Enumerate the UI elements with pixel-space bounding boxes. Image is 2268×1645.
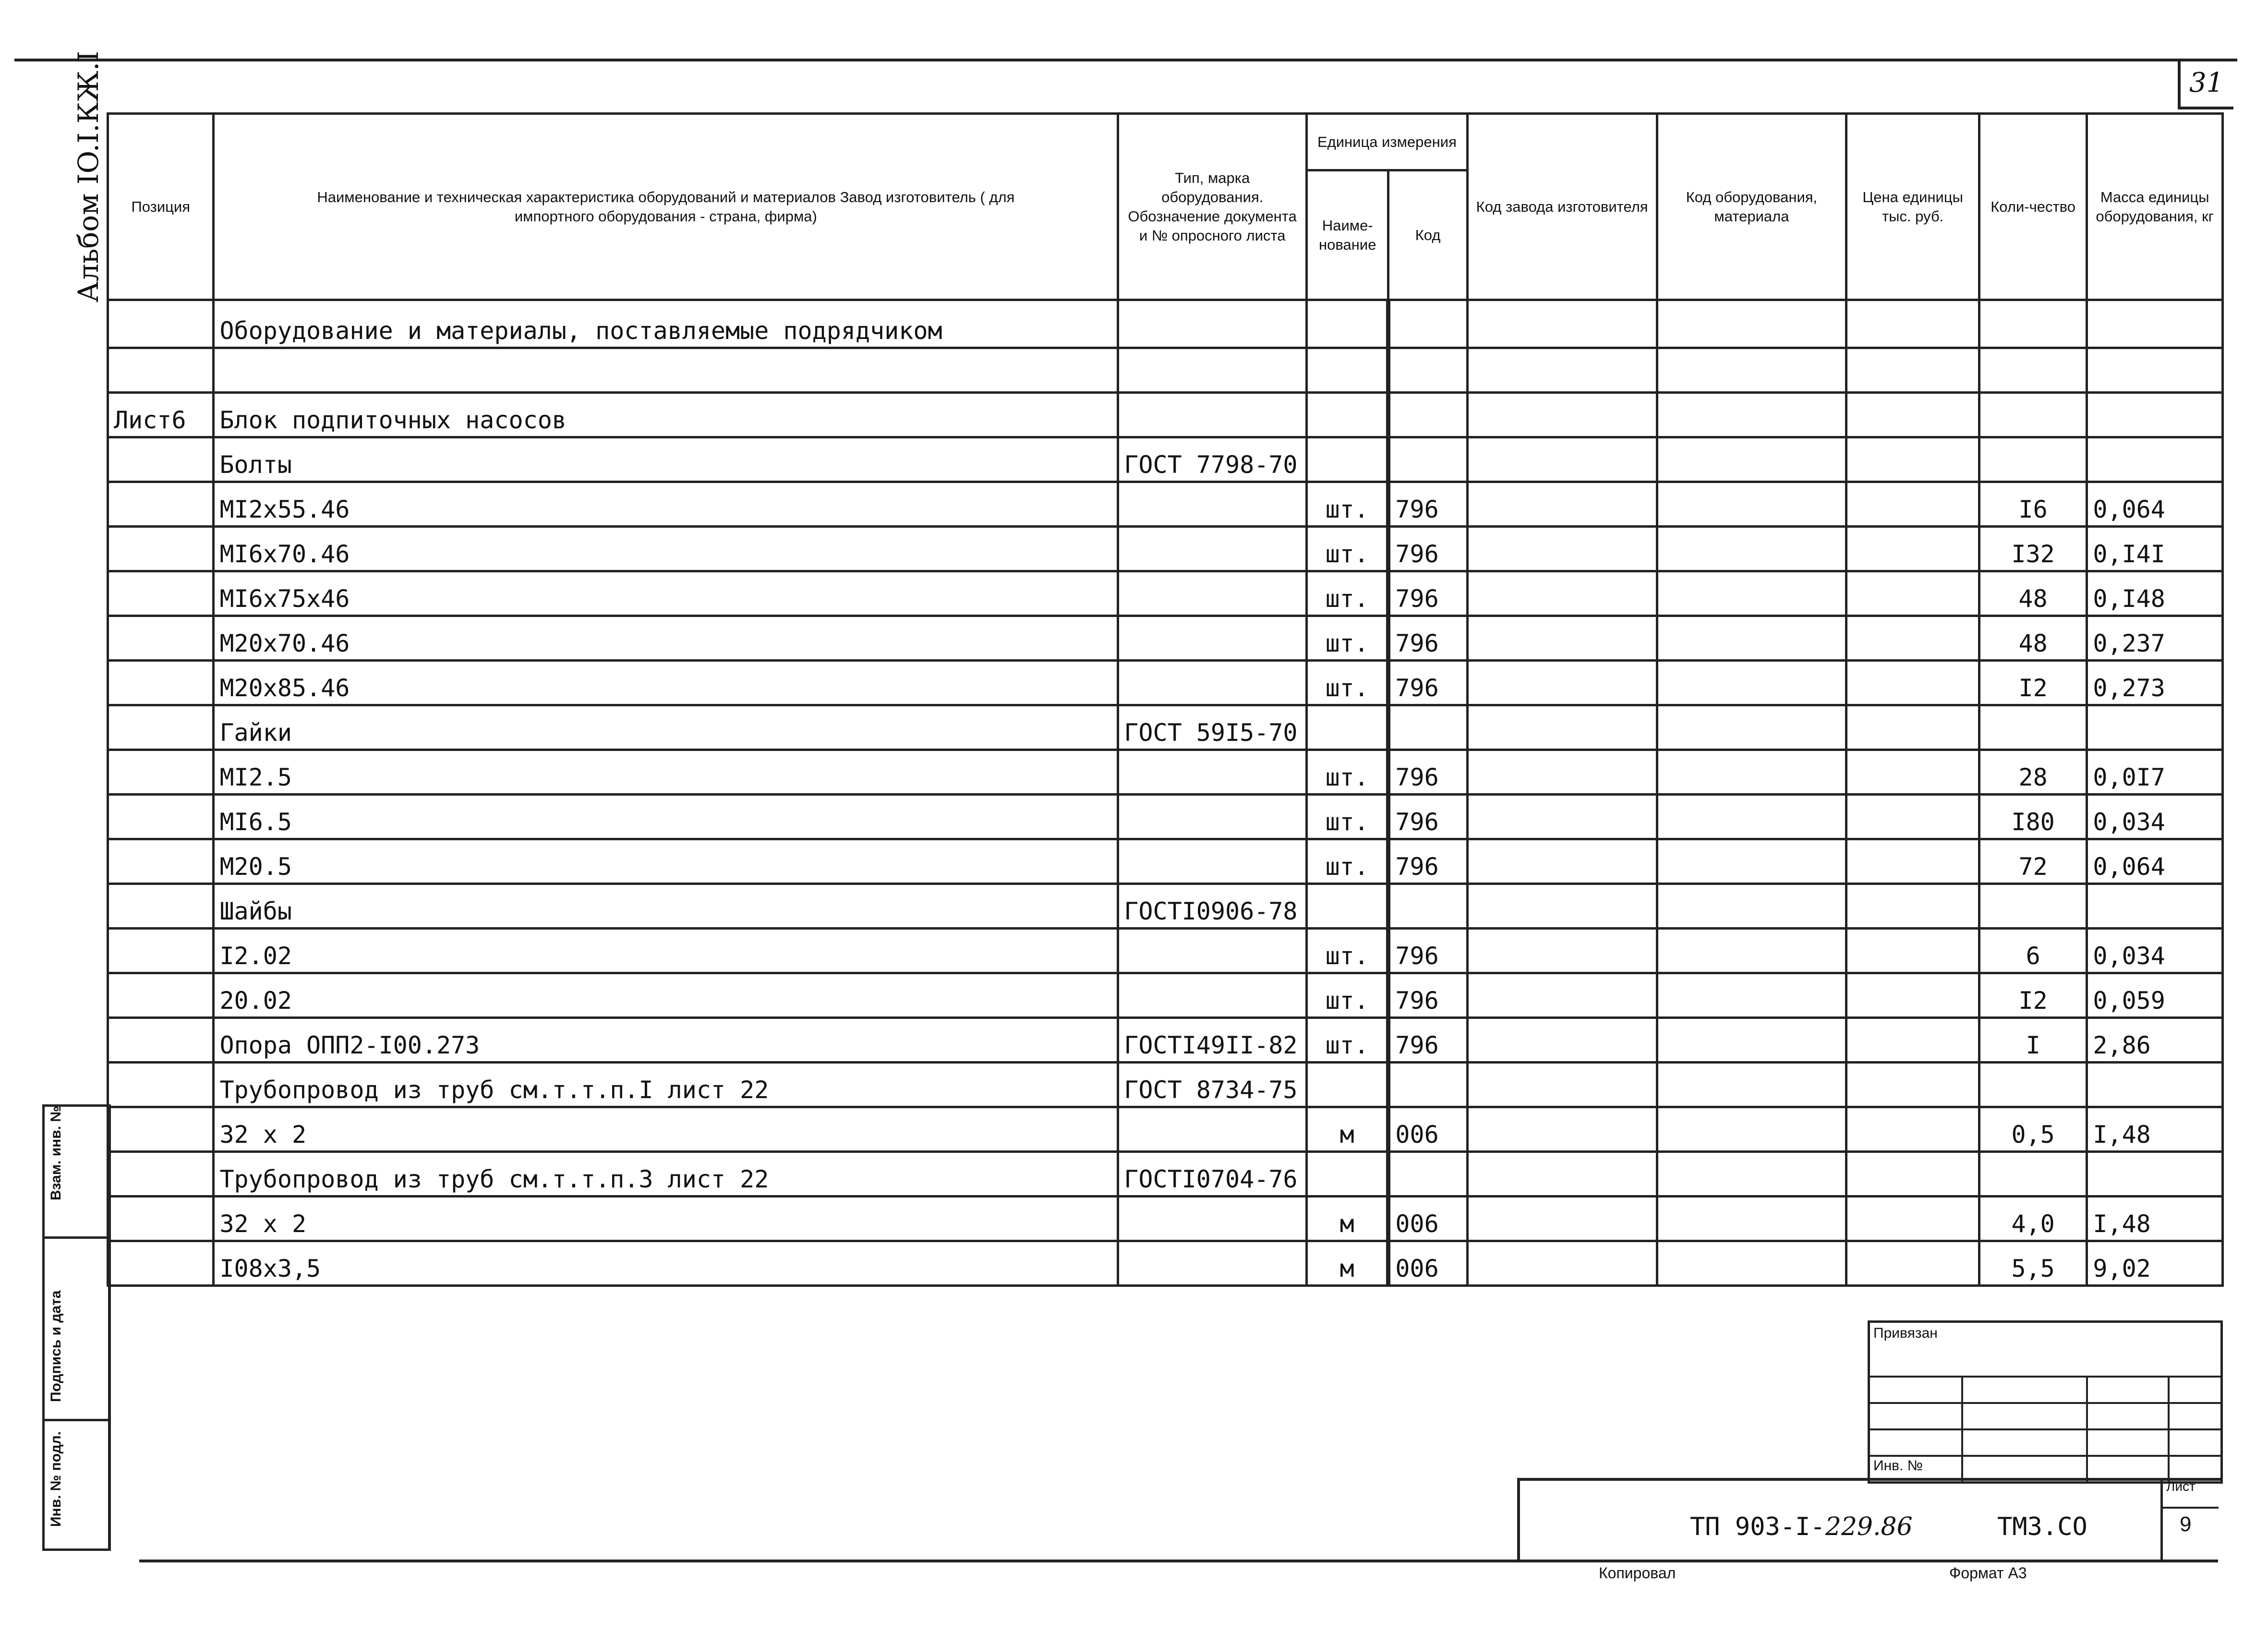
cell-type (1118, 571, 1307, 616)
table-row (108, 839, 2223, 884)
cell-factory-code (1467, 437, 1657, 482)
cell-position (108, 973, 214, 1018)
cell-type (1118, 1241, 1307, 1286)
cell-quantity: I32 (1979, 527, 2087, 571)
cell-unit-code (1388, 348, 1467, 393)
cell-position (108, 571, 214, 616)
sheet-code: ТМ3.СО (1997, 1512, 2087, 1541)
header-equipment-code: Код оборудования, материала (1657, 114, 1846, 300)
header-unit-name: Наиме-нование (1307, 170, 1388, 300)
cell-type (1118, 348, 1307, 393)
cell-price (1846, 482, 1979, 527)
table-row (108, 571, 2223, 616)
cell-position (108, 616, 214, 661)
cell-name: Оборудование и материалы, поставляемые подрядчиком (214, 300, 1118, 348)
cell-position (108, 527, 214, 571)
cell-name: M20.5 (214, 839, 1118, 884)
cell-factory-code (1467, 1197, 1657, 1241)
cell-type (1118, 393, 1307, 437)
cell-type (1118, 750, 1307, 795)
cell-unit-code (1388, 705, 1467, 750)
cell-price (1846, 437, 1979, 482)
cell-equipment-code (1657, 1063, 1846, 1107)
cell-position (108, 1107, 214, 1152)
cell-name: Блок подпиточных насосов (214, 393, 1118, 437)
cell-name (214, 348, 1118, 393)
cell-type (1118, 839, 1307, 884)
cell-position (108, 1197, 214, 1241)
header-position: Позиция (108, 114, 214, 300)
cell-quantity: I2 (1979, 973, 2087, 1018)
sheet-number: 9 (2180, 1512, 2192, 1536)
cell-mass: 0,064 (2087, 839, 2223, 884)
cell-unit: шт. (1307, 571, 1388, 616)
cell-equipment-code (1657, 1197, 1846, 1241)
cell-quantity: 48 (1979, 571, 2087, 616)
cell-mass: 0,059 (2087, 973, 2223, 1018)
cell-price (1846, 973, 1979, 1018)
cell-quantity: 6 (1979, 929, 2087, 973)
cell-position (108, 839, 214, 884)
table-row (108, 795, 2223, 839)
cell-mass: 0,0I7 (2087, 750, 2223, 795)
cell-price (1846, 839, 1979, 884)
cell-factory-code (1467, 884, 1657, 929)
table-row (108, 616, 2223, 661)
cell-unit-code (1388, 300, 1467, 348)
cell-unit: шт. (1307, 839, 1388, 884)
cell-name: Опора ОПП2-I00.273 (214, 1018, 1118, 1063)
cell-factory-code (1467, 1063, 1657, 1107)
header-quantity: Коли-чество (1979, 114, 2087, 300)
cell-quantity (1979, 393, 2087, 437)
cell-quantity: 0,5 (1979, 1107, 2087, 1152)
cell-price (1846, 750, 1979, 795)
header-unit-code: Код (1388, 170, 1467, 300)
cell-unit-code: 796 (1388, 527, 1467, 571)
cell-factory-code (1467, 795, 1657, 839)
cell-unit-code: 796 (1388, 795, 1467, 839)
specification-table (107, 112, 2224, 1287)
cell-position (108, 1241, 214, 1286)
header-name: Наименование и техническая характеристика оборудований и материалов Завод изготовитель ( для импортного оборудования - страна, фирма) (214, 114, 1118, 300)
top-border-line (14, 59, 2237, 61)
cell-equipment-code (1657, 527, 1846, 571)
stamp-line (2086, 1376, 2088, 1481)
cell-mass: I,48 (2087, 1197, 2223, 1241)
cell-position (108, 929, 214, 973)
cell-mass (2087, 300, 2223, 348)
document-number-suffix: 229.86 (1825, 1512, 1913, 1541)
cell-quantity: I2 (1979, 661, 2087, 705)
cell-unit-code: 006 (1388, 1241, 1467, 1286)
cell-type (1118, 482, 1307, 527)
cell-unit-code: 796 (1388, 929, 1467, 973)
table-row (108, 884, 2223, 929)
cell-price (1846, 1107, 1979, 1152)
footer-copied: Копировал (1599, 1564, 1676, 1582)
cell-type: ГОСТI0704-76 (1118, 1152, 1307, 1197)
cell-unit-code: 796 (1388, 661, 1467, 705)
cell-factory-code (1467, 1241, 1657, 1286)
cell-factory-code (1467, 1018, 1657, 1063)
cell-equipment-code (1657, 616, 1846, 661)
cell-unit (1307, 1063, 1388, 1107)
cell-unit: м (1307, 1197, 1388, 1241)
cell-unit-code (1388, 437, 1467, 482)
cell-mass (2087, 437, 2223, 482)
cell-equipment-code (1657, 571, 1846, 616)
cell-type: ГОСТ 7798-70 (1118, 437, 1307, 482)
cell-unit: м (1307, 1107, 1388, 1152)
cell-type: ГОСТ 8734-75 (1118, 1063, 1307, 1107)
cell-equipment-code (1657, 884, 1846, 929)
table-row (108, 705, 2223, 750)
cell-mass: 0,034 (2087, 929, 2223, 973)
cell-name: M20x70.46 (214, 616, 1118, 661)
cell-unit (1307, 348, 1388, 393)
cell-name: 32 x 2 (214, 1197, 1118, 1241)
cell-price (1846, 1241, 1979, 1286)
stamp-line (2163, 1507, 2219, 1509)
cell-name: Гайки (214, 705, 1118, 750)
cell-unit: шт. (1307, 482, 1388, 527)
cell-position (108, 300, 214, 348)
cell-unit (1307, 705, 1388, 750)
cell-unit-code (1388, 1152, 1467, 1197)
cell-name: MI2x55.46 (214, 482, 1118, 527)
cell-factory-code (1467, 1152, 1657, 1197)
cell-mass (2087, 393, 2223, 437)
cell-quantity: I6 (1979, 482, 2087, 527)
cell-type: ГОСТI0906-78 (1118, 884, 1307, 929)
cell-quantity (1979, 1152, 2087, 1197)
header-mass: Масса единицы оборудования, кг (2087, 114, 2223, 300)
header-type: Тип, марка оборудования. Обозначение документа и № опросного листа (1118, 114, 1307, 300)
cell-name: I2.02 (214, 929, 1118, 973)
cell-price (1846, 1197, 1979, 1241)
page-number: 31 (2189, 67, 2224, 98)
stamp-inventory-label: Инв. № (1873, 1458, 1923, 1474)
cell-quantity: 28 (1979, 750, 2087, 795)
cell-factory-code (1467, 482, 1657, 527)
cell-equipment-code (1657, 1018, 1846, 1063)
cell-price (1846, 393, 1979, 437)
cell-unit-code: 796 (1388, 750, 1467, 795)
cell-position (108, 795, 214, 839)
sheet-label: Лист (2166, 1479, 2196, 1494)
cell-unit: шт. (1307, 616, 1388, 661)
cell-type (1118, 616, 1307, 661)
cell-price (1846, 616, 1979, 661)
cell-position (108, 1063, 214, 1107)
cell-price (1846, 795, 1979, 839)
stamp-bound-label: Привязан (1873, 1325, 1938, 1341)
cell-name: MI6x70.46 (214, 527, 1118, 571)
cell-mass (2087, 348, 2223, 393)
cell-position (108, 482, 214, 527)
table-row (108, 750, 2223, 795)
cell-equipment-code (1657, 795, 1846, 839)
table-row (108, 929, 2223, 973)
cell-mass (2087, 1063, 2223, 1107)
label-original-inventory: Инв. № подл. (48, 1431, 64, 1527)
strip-divider (45, 1419, 108, 1421)
cell-type (1118, 795, 1307, 839)
cell-type (1118, 300, 1307, 348)
cell-unit: шт. (1307, 1018, 1388, 1063)
cell-name: MI6x75x46 (214, 571, 1118, 616)
cell-mass: 2,86 (2087, 1018, 2223, 1063)
cell-unit-code: 796 (1388, 973, 1467, 1018)
cell-name: M20x85.46 (214, 661, 1118, 705)
cell-mass: I,48 (2087, 1107, 2223, 1152)
cell-equipment-code (1657, 348, 1846, 393)
label-replaced: Взам. инв. № (48, 1106, 64, 1200)
header-factory-code: Код завода изготовителя (1467, 114, 1657, 300)
cell-type (1118, 1107, 1307, 1152)
cell-name: Трубопровод из труб см.т.т.п.3 лист 22 (214, 1152, 1118, 1197)
table-row (108, 1107, 2223, 1152)
table-row (108, 300, 2223, 348)
cell-type (1118, 929, 1307, 973)
table-row (108, 527, 2223, 571)
cell-type (1118, 973, 1307, 1018)
cell-type: ГОСТ 59I5-70 (1118, 705, 1307, 750)
cell-equipment-code (1657, 705, 1846, 750)
cell-price (1846, 1152, 1979, 1197)
cell-name: MI6.5 (214, 795, 1118, 839)
cell-type (1118, 527, 1307, 571)
table-row (108, 1241, 2223, 1286)
table-row (108, 1152, 2223, 1197)
cell-position (108, 661, 214, 705)
cell-factory-code (1467, 300, 1657, 348)
cell-quantity: 48 (1979, 616, 2087, 661)
cell-quantity: I80 (1979, 795, 2087, 839)
strip-divider (45, 1236, 108, 1239)
table-row (108, 973, 2223, 1018)
cell-factory-code (1467, 929, 1657, 973)
cell-equipment-code (1657, 437, 1846, 482)
cell-price (1846, 1018, 1979, 1063)
cell-name: Болты (214, 437, 1118, 482)
cell-equipment-code (1657, 393, 1846, 437)
cell-factory-code (1467, 527, 1657, 571)
cell-type (1118, 1197, 1307, 1241)
cell-mass (2087, 705, 2223, 750)
cell-unit: м (1307, 1241, 1388, 1286)
cell-equipment-code (1657, 1241, 1846, 1286)
cell-price (1846, 571, 1979, 616)
document-number (1690, 1512, 1913, 1541)
table-row (108, 393, 2223, 437)
header-unit-group: Единица измерения (1307, 114, 1468, 170)
cell-position (108, 884, 214, 929)
cell-factory-code (1467, 839, 1657, 884)
stamp-line (2168, 1376, 2170, 1481)
cell-mass: 0,237 (2087, 616, 2223, 661)
footer-format: Формат А3 (1949, 1564, 2027, 1582)
cell-quantity (1979, 884, 2087, 929)
cell-equipment-code (1657, 1107, 1846, 1152)
cell-quantity (1979, 437, 2087, 482)
cell-equipment-code (1657, 750, 1846, 795)
cell-mass (2087, 1152, 2223, 1197)
album-label: Альбом IO.I.КЖ.I (72, 51, 105, 302)
table-row (108, 1197, 2223, 1241)
cell-factory-code (1467, 750, 1657, 795)
cell-unit (1307, 1152, 1388, 1197)
cell-position (108, 348, 214, 393)
bottom-border-line (139, 1560, 2218, 1562)
cell-price (1846, 527, 1979, 571)
cell-quantity (1979, 1063, 2087, 1107)
table-row (108, 348, 2223, 393)
cell-quantity (1979, 348, 2087, 393)
cell-unit (1307, 437, 1388, 482)
cell-mass: 0,I48 (2087, 571, 2223, 616)
cell-factory-code (1467, 705, 1657, 750)
cell-factory-code (1467, 348, 1657, 393)
cell-unit-code (1388, 1063, 1467, 1107)
cell-unit-code: 796 (1388, 1018, 1467, 1063)
cell-unit-code: 796 (1388, 482, 1467, 527)
cell-quantity (1979, 705, 2087, 750)
cell-equipment-code (1657, 839, 1846, 884)
label-signature-date: Подпись и дата (48, 1290, 64, 1402)
cell-quantity (1979, 300, 2087, 348)
cell-price (1846, 300, 1979, 348)
cell-position (108, 1152, 214, 1197)
cell-unit (1307, 393, 1388, 437)
cell-factory-code (1467, 616, 1657, 661)
cell-factory-code (1467, 661, 1657, 705)
table-row (108, 437, 2223, 482)
cell-price (1846, 348, 1979, 393)
cell-factory-code (1467, 393, 1657, 437)
cell-mass: 0,034 (2087, 795, 2223, 839)
document-number-prefix: ТП 903-I- (1690, 1512, 1825, 1541)
stamp-line (1961, 1376, 1963, 1481)
cell-price (1846, 661, 1979, 705)
cell-name: MI2.5 (214, 750, 1118, 795)
cell-quantity: 72 (1979, 839, 2087, 884)
cell-factory-code (1467, 1107, 1657, 1152)
cell-mass: 9,02 (2087, 1241, 2223, 1286)
cell-equipment-code (1657, 973, 1846, 1018)
cell-unit: шт. (1307, 929, 1388, 973)
cell-unit-code: 006 (1388, 1197, 1467, 1241)
cell-equipment-code (1657, 482, 1846, 527)
cell-quantity: 5,5 (1979, 1241, 2087, 1286)
cell-price (1846, 1063, 1979, 1107)
cell-mass: 0,I4I (2087, 527, 2223, 571)
cell-equipment-code (1657, 661, 1846, 705)
table-row (108, 1018, 2223, 1063)
cell-name: 32 x 2 (214, 1107, 1118, 1152)
table-row (108, 482, 2223, 527)
header-price: Цена единицы тыс. руб. (1846, 114, 1979, 300)
cell-unit: шт. (1307, 750, 1388, 795)
cell-name: 20.02 (214, 973, 1118, 1018)
cell-unit-code (1388, 884, 1467, 929)
cell-unit (1307, 300, 1388, 348)
cell-name: Трубопровод из труб см.т.т.п.I лист 22 (214, 1063, 1118, 1107)
cell-quantity: I (1979, 1018, 2087, 1063)
cell-equipment-code (1657, 929, 1846, 973)
cell-mass: 0,273 (2087, 661, 2223, 705)
cell-unit-code (1388, 393, 1467, 437)
table-row (108, 1063, 2223, 1107)
cell-unit: шт. (1307, 795, 1388, 839)
cell-name: I08x3,5 (214, 1241, 1118, 1286)
cell-position (108, 750, 214, 795)
table-row (108, 661, 2223, 705)
cell-name: Шайбы (214, 884, 1118, 929)
cell-price (1846, 705, 1979, 750)
cell-position (108, 1018, 214, 1063)
cell-unit-code: 796 (1388, 839, 1467, 884)
cell-unit: шт. (1307, 527, 1388, 571)
cell-unit: шт. (1307, 661, 1388, 705)
cell-quantity: 4,0 (1979, 1197, 2087, 1241)
cell-position (108, 705, 214, 750)
cell-factory-code (1467, 973, 1657, 1018)
cell-equipment-code (1657, 300, 1846, 348)
cell-unit: шт. (1307, 973, 1388, 1018)
cell-type: ГОСТI49II-82 (1118, 1018, 1307, 1063)
cell-price (1846, 884, 1979, 929)
cell-equipment-code (1657, 1152, 1846, 1197)
cell-type (1118, 661, 1307, 705)
cell-position (108, 437, 214, 482)
cell-unit-code: 006 (1388, 1107, 1467, 1152)
cell-unit (1307, 884, 1388, 929)
cell-price (1846, 929, 1979, 973)
cell-mass (2087, 884, 2223, 929)
cell-factory-code (1467, 571, 1657, 616)
specification-body (108, 300, 2223, 1286)
cell-mass: 0,064 (2087, 482, 2223, 527)
cell-position: Лист6 (108, 393, 214, 437)
cell-unit-code: 796 (1388, 571, 1467, 616)
cell-unit-code: 796 (1388, 616, 1467, 661)
